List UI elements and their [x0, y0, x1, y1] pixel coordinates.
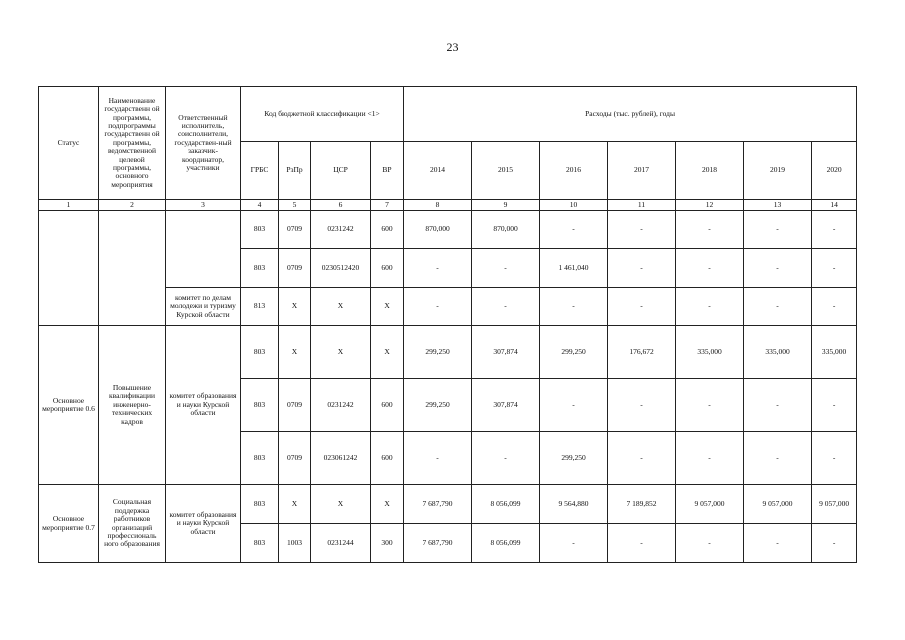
value-cell: -	[744, 249, 812, 288]
rzpr-cell: 0709	[279, 249, 311, 288]
header-year: 2014	[404, 142, 472, 200]
column-number: 11	[608, 200, 676, 211]
rzpr-cell: X	[279, 326, 311, 379]
value-cell: 9 057,000	[676, 485, 744, 524]
header-grbs: ГРБС	[241, 142, 279, 200]
value-cell: -	[540, 524, 608, 563]
value-cell: -	[608, 249, 676, 288]
value-cell: -	[744, 211, 812, 249]
column-number: 12	[676, 200, 744, 211]
csr-cell: X	[311, 485, 371, 524]
vr-cell: 600	[371, 432, 404, 485]
vr-cell: X	[371, 485, 404, 524]
value-cell: -	[676, 211, 744, 249]
value-cell: -	[676, 432, 744, 485]
value-cell: 307,874	[472, 326, 540, 379]
value-cell: 335,000	[812, 326, 857, 379]
grbs-cell: 803	[241, 211, 279, 249]
value-cell: 7 189,852	[608, 485, 676, 524]
status-cell: Основное мероприятие 0.7	[39, 485, 99, 563]
header-year: 2015	[472, 142, 540, 200]
vr-cell: 600	[371, 249, 404, 288]
csr-cell: X	[311, 288, 371, 326]
value-cell: 299,250	[404, 326, 472, 379]
value-cell: -	[676, 524, 744, 563]
header-program-name: Наименование государственн ой программы, подпрограммы государственн ой программы, ведомственной целевой программы, основного мероприятия	[99, 87, 166, 200]
column-number: 9	[472, 200, 540, 211]
value-cell: -	[676, 379, 744, 432]
grbs-cell: 803	[241, 326, 279, 379]
value-cell: 299,250	[540, 326, 608, 379]
value-cell: 299,250	[404, 379, 472, 432]
value-cell: 335,000	[676, 326, 744, 379]
column-number: 7	[371, 200, 404, 211]
status-cell	[39, 211, 99, 326]
value-cell: -	[812, 432, 857, 485]
vr-cell: 600	[371, 379, 404, 432]
header-csr: ЦСР	[311, 142, 371, 200]
column-number: 5	[279, 200, 311, 211]
table-row	[39, 326, 857, 379]
csr-cell: 0231242	[311, 379, 371, 432]
grbs-cell: 813	[241, 288, 279, 326]
column-number: 3	[166, 200, 241, 211]
value-cell: -	[812, 288, 857, 326]
rzpr-cell: 1003	[279, 524, 311, 563]
program-name-cell: Социальная поддержка работников организаций профессиональ ного образования	[99, 485, 166, 563]
value-cell: -	[608, 432, 676, 485]
header-year: 2020	[812, 142, 857, 200]
value-cell: 9 057,000	[744, 485, 812, 524]
value-cell: 307,874	[472, 379, 540, 432]
value-cell: -	[404, 249, 472, 288]
table-row	[39, 211, 857, 249]
value-cell: -	[608, 524, 676, 563]
rzpr-cell: 0709	[279, 379, 311, 432]
grbs-cell: 803	[241, 249, 279, 288]
value-cell: -	[404, 288, 472, 326]
value-cell: 9 564,880	[540, 485, 608, 524]
rzpr-cell: 0709	[279, 432, 311, 485]
value-cell: -	[812, 249, 857, 288]
csr-cell: 023061242	[311, 432, 371, 485]
grbs-cell: 803	[241, 485, 279, 524]
column-number: 10	[540, 200, 608, 211]
responsible-cell: комитет образования и науки Курской области	[166, 485, 241, 563]
header-vr: ВР	[371, 142, 404, 200]
value-cell: -	[812, 379, 857, 432]
grbs-cell: 803	[241, 524, 279, 563]
value-cell: -	[744, 432, 812, 485]
header-rzpr: РзПр	[279, 142, 311, 200]
column-number: 13	[744, 200, 812, 211]
page-number: 23	[446, 40, 459, 54]
column-numbers-row	[39, 200, 857, 211]
column-number: 8	[404, 200, 472, 211]
responsible-cell: комитет по делам молодежи и туризму Курской области	[166, 288, 241, 326]
header-budget-code: Код бюджетной классификации <1>	[241, 87, 404, 142]
csr-cell: 0230512420	[311, 249, 371, 288]
value-cell: -	[744, 379, 812, 432]
value-cell: -	[472, 288, 540, 326]
rzpr-cell: X	[279, 288, 311, 326]
grbs-cell: 803	[241, 432, 279, 485]
header-responsible: Ответственный исполнитель, соисполнители, государствен-ный заказчик-координатор, участники	[166, 87, 241, 200]
rzpr-cell: 0709	[279, 211, 311, 249]
value-cell: -	[744, 288, 812, 326]
program-name-cell: Повышение квалификации инженерно-технических кадров	[99, 326, 166, 485]
value-cell: 176,672	[608, 326, 676, 379]
value-cell: 8 056,099	[472, 524, 540, 563]
header-status: Статус	[39, 87, 99, 200]
value-cell: -	[744, 524, 812, 563]
column-number: 4	[241, 200, 279, 211]
value-cell: -	[812, 524, 857, 563]
value-cell: -	[472, 249, 540, 288]
csr-cell: 0231242	[311, 211, 371, 249]
status-cell: Основное мероприятие 0.6	[39, 326, 99, 485]
value-cell: 1 461,040	[540, 249, 608, 288]
header-row	[39, 87, 857, 142]
value-cell: -	[608, 379, 676, 432]
value-cell: 335,000	[744, 326, 812, 379]
header-expenses: Расходы (тыс. рублей), годы	[404, 87, 857, 142]
value-cell: 7 687,790	[404, 485, 472, 524]
value-cell: -	[472, 432, 540, 485]
value-cell: 9 057,000	[812, 485, 857, 524]
table-row	[39, 485, 857, 524]
value-cell: -	[676, 288, 744, 326]
header-year: 2019	[744, 142, 812, 200]
column-number: 6	[311, 200, 371, 211]
responsible-cell	[166, 211, 241, 288]
header-year: 2018	[676, 142, 744, 200]
csr-cell: 0231244	[311, 524, 371, 563]
header-year: 2017	[608, 142, 676, 200]
vr-cell: 300	[371, 524, 404, 563]
budget-table	[38, 86, 857, 563]
column-number: 2	[99, 200, 166, 211]
value-cell: 7 687,790	[404, 524, 472, 563]
value-cell: -	[540, 379, 608, 432]
csr-cell: X	[311, 326, 371, 379]
column-number: 1	[39, 200, 99, 211]
grbs-cell: 803	[241, 379, 279, 432]
value-cell: -	[608, 211, 676, 249]
value-cell: -	[540, 288, 608, 326]
value-cell: 870,000	[472, 211, 540, 249]
value-cell: -	[608, 288, 676, 326]
value-cell: -	[676, 249, 744, 288]
value-cell: 870,000	[404, 211, 472, 249]
header-year: 2016	[540, 142, 608, 200]
vr-cell: X	[371, 326, 404, 379]
responsible-cell: комитет образования и науки Курской области	[166, 326, 241, 485]
vr-cell: 600	[371, 211, 404, 249]
value-cell: -	[404, 432, 472, 485]
program-name-cell	[99, 211, 166, 326]
rzpr-cell: X	[279, 485, 311, 524]
value-cell: -	[812, 211, 857, 249]
value-cell: 299,250	[540, 432, 608, 485]
value-cell: -	[540, 211, 608, 249]
value-cell: 8 056,099	[472, 485, 540, 524]
column-number: 14	[812, 200, 857, 211]
vr-cell: X	[371, 288, 404, 326]
